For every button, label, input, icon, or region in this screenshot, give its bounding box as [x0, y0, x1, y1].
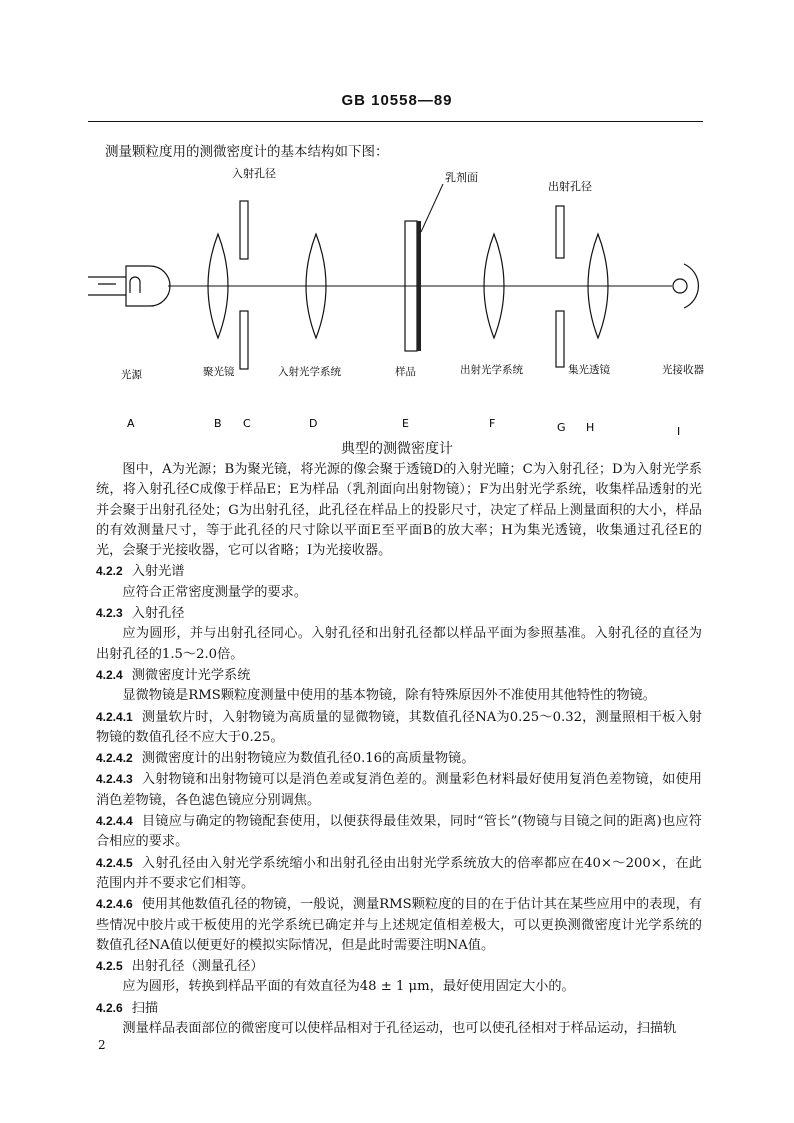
letter-a: A — [127, 417, 135, 430]
label-exit-optics: 出射光学系统 — [460, 364, 523, 376]
label-emulsion: 乳剂面 — [445, 171, 478, 184]
section-title: 入射孔径 — [131, 606, 185, 622]
label-entrance-optics: 入射光学系统 — [278, 366, 341, 378]
letter-c: C — [243, 417, 251, 430]
body-text — [96, 460, 702, 1039]
clause-number: 4.2.4.6 — [96, 897, 133, 912]
clause-text: 测量软片时，入射物镜为高质量的显微物镜，其数值孔径NA为0.25～0.32，测量照相干板入射物镜的数值孔径不应大于0.25。 — [96, 709, 702, 745]
photo-receiver-symbol — [673, 264, 698, 308]
light-source-symbol — [88, 266, 170, 306]
clause-number: 4.2.4.4 — [96, 814, 133, 829]
letter-g: G — [557, 421, 566, 434]
section-heading — [96, 603, 702, 624]
section-number: 4.2.2 — [96, 564, 123, 579]
label-entrance-aperture: 入射孔径 — [232, 167, 276, 180]
letter-i: I — [677, 425, 681, 438]
intro-text: 测量颗粒度用的测微密度计的基本结构如下图： — [105, 144, 389, 160]
section-title: 测微密度计光学系统 — [131, 667, 251, 683]
clause-text: 测微密度计的出射物镜应为数值孔径0.16的高质量物镜。 — [141, 751, 475, 767]
section-number: 4.2.3 — [96, 606, 123, 621]
section-title: 出射孔径（测量孔径） — [131, 959, 264, 975]
page-header-title: GB 10558—89 — [341, 92, 453, 109]
section-title: 入射光谱 — [131, 564, 185, 580]
section-body: 应为圆形，转换到样品平面的有效直径为48 ± 1 μm，最好使用固定大小的。 — [122, 979, 575, 995]
section-body: 应为圆形，并与出射孔径同心。入射孔径和出射孔径都以样品平面为参照基准。入射孔径的直径为出射孔径的1.5～2.0倍。 — [96, 626, 702, 662]
section-heading — [96, 956, 702, 977]
clause — [96, 769, 702, 811]
letter-b: B — [214, 417, 222, 430]
section-heading — [96, 998, 702, 1019]
letter-d: D — [309, 417, 318, 430]
section-title: 扫描 — [131, 1000, 159, 1016]
clause-number: 4.2.4.2 — [96, 751, 133, 766]
label-receiver: 光接收器 — [662, 364, 704, 376]
clause — [96, 707, 702, 749]
label-condenser: 聚光镜 — [203, 366, 235, 378]
letter-h: H — [586, 421, 595, 434]
clause-number: 4.2.4.3 — [96, 772, 133, 787]
clause-text: 目镜应与确定的物镜配套使用，以便获得最佳效果，同时“管长”(物镜与目镜之间的距离)也应符合相应的要求。 — [96, 814, 702, 850]
section-body: 测量样品表面部位的微密度可以使样品相对于孔径运动，也可以使孔径相对于样品运动，扫描轨 — [122, 1021, 677, 1037]
section-number: 4.2.6 — [96, 1000, 123, 1015]
clause — [96, 811, 702, 853]
letter-e: E — [402, 417, 409, 430]
micro-densitometer-diagram — [0, 150, 794, 440]
entrance-aperture — [240, 201, 248, 369]
label-light-source: 光源 — [121, 369, 142, 381]
page-number: 2 — [98, 1038, 106, 1052]
clause-number: 4.2.4.1 — [96, 709, 133, 724]
section-body: 显微物镜是RMS颗粒度测量中使用的基本物镜，除有特殊原因外不准使用其他特性的物镜。 — [122, 688, 656, 704]
section-number: 4.2.5 — [96, 959, 123, 974]
section-number: 4.2.4 — [96, 667, 123, 682]
figure-caption: 典型的测微密度计 — [341, 441, 453, 457]
header-rule — [88, 121, 703, 122]
label-collector: 集光透镜 — [568, 364, 610, 376]
clause-text: 使用其他数值孔径的物镜，一般说，测量RMS颗粒度的目的在于估计其在某些应用中的表现，有些情况中胶片或干板使用的光学系统已确定并与上述规定值相差极大，可以更换测微密度计光学系统的数值孔径NA值以便更好的模拟实际情况，但是此时需要注明NA值。 — [96, 897, 702, 953]
clause — [96, 853, 702, 895]
section-body: 应符合正常密度测量学的要求。 — [122, 584, 308, 600]
figure-description: 图中，A为光源；B为聚光镜，将光源的像会聚于透镜D的入射光瞳；C为入射孔径；D为入射光学系统，将入射孔径C成像于样品E；E为样品（乳剂面向出射物镜）；F为出射光学系统，收集样品透射的光并会聚于出射孔径处；G为出射孔径，此孔径在样品上的投影尺寸，决定了样品上测量面积的大小，样品的有效测量尺寸，等于此孔径的尺寸除以平面E至平面B的放大率；H为集光透镜，收集通过孔径E的光，会聚于光接收器，它可以省略；I为光接收器。 — [96, 462, 702, 559]
clause — [96, 894, 702, 956]
section-heading — [96, 665, 702, 686]
sample-plate — [405, 184, 443, 351]
letter-f: F — [489, 417, 496, 430]
clause-number: 4.2.4.5 — [96, 855, 133, 870]
clause — [96, 748, 702, 769]
label-sample: 样品 — [395, 366, 416, 378]
clause-text: 入射孔径由入射光学系统缩小和出射孔径由出射光学系统放大的倍率都应在40×～200×，在此范围内并不要求它们相等。 — [96, 855, 702, 891]
section-heading — [96, 561, 702, 582]
clause-text: 入射物镜和出射物镜可以是消色差或复消色差的。测量彩色材料最好使用复消色差物镜，如使用消色差物镜，各色滤色镜应分别调焦。 — [96, 772, 702, 808]
label-exit-aperture: 出射孔径 — [548, 180, 592, 193]
